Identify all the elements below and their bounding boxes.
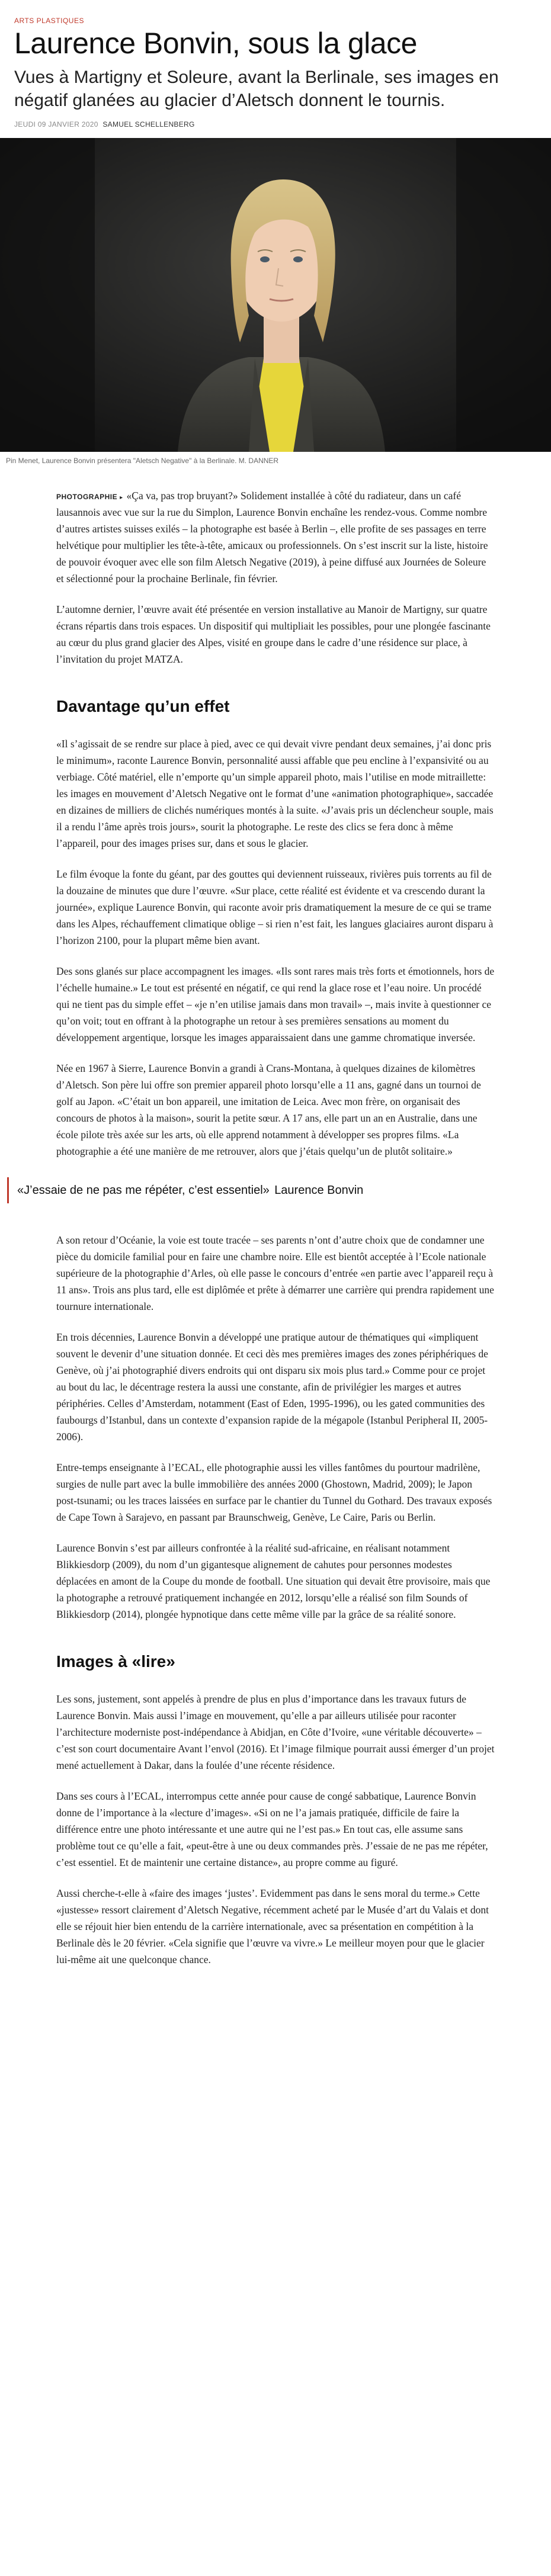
paragraph-12: Dans ses cours à l’ECAL, interrompus cette année pour cause de congé sabbatique, Laurence Bonvin donne de l’importance à la «lecture d’images». «Si on ne l’a jamais pratiquée, difficile de faire la différence entre une photo intéressante et une autre qui ne l’est pas.» En tout cas, elle assume sans problème tout ce qu’elle a fait, «peut-être à une ou deux commandes près. J’essaie de ne pas me répéter, c’est essentiel. Et de maintenir une certaine distance», au propre comme au figuré.	[56, 1790, 488, 1868]
pull-quote-text: «J’essaie de ne pas me répéter, c’est essentiel»	[17, 1183, 270, 1197]
rubric-label[interactable]: ARTS PLASTIQUES	[14, 17, 84, 25]
paragraph-2: L’automne dernier, l’œuvre avait été présentée en version installative au Manoir de Martigny, sur quatre écrans répartis dans trois espaces. Un dispositif qui multipliait les possibles, pour une plongée fascinante au cœur du plus grand glacier des Alpes, visité en groupe dans le cadre d’une résidence sur place, à l’invitation du projet MATZA.	[56, 603, 491, 665]
kicker-arrow-icon: ▸	[120, 494, 123, 501]
paragraph-8: En trois décennies, Laurence Bonvin a développé une pratique autour de thématiques qui «impliquent souvent le devenir d’une situation donnée. Et ceci dès mes premières images des zones périphériques de Genève, où j’ai photographié divers endroits qui ont disparu six mois plus tard.» Comme pour ce projet au bout du lac, le décentrage restera la aussi une constante, afin de privilégier les marges et autres périphéries. Celles d’Amsterdam, notamment (East of Eden, 1995-1996), ou les gated communities des faubourgs d’Istanbul, dans un contexte d’expansion rapide de la mégapole (Istanbul Peripheral II, 2005-2006).	[56, 1331, 488, 1443]
article-header	[0, 0, 551, 129]
byline	[14, 120, 537, 129]
pull-quote-author: Laurence Bonvin	[274, 1183, 364, 1197]
section-heading-1: Davantage qu’un effet	[56, 697, 230, 715]
author-name[interactable]: SAMUEL SCHELLENBERG	[102, 120, 195, 129]
paragraph-9: Entre-temps enseignante à l’ECAL, elle photographie aussi les villes fantômes du pourtour madrilène, surgies de nulle part avec la bulle immobilière des années 2000 (Ghostown, Madrid, 2009); le Japon post-tsunami; ou les traces laissées en surface par le chantier du Tunnel du Gothard. Des travaux exposés de Cape Town à Sarajevo, en passant par Braunschweig, Genève, Le Caire, Paris ou Berlin.	[56, 1461, 492, 1523]
article-lead: Vues à Martigny et Soleure, avant la Berlinale, ses images en négatif glanées au glacier d’Aletsch donnent le tournis.	[14, 68, 499, 110]
hero-photo	[0, 138, 551, 452]
paragraph-6: Née en 1967 à Sierre, Laurence Bonvin a grandi à Crans-Montana, à quelques dizaines de kilomètres d’Aletsch. Son père lui offre son premier appareil photo lorsqu’elle a 11 ans, gagné dans un tournoi de golf au Japon. «C’était un bon appareil, une imitation de Leica. Avec mon frère, on organisait des concours de photos à la maison», sourit la petite sœur. A 17 ans, elle part un an en Australie, dans une école pilote très axée sur les arts, où elle apprend notamment à développer ses propres films. «La photographie a été une manière de me retrouver, alors que j’étais quelqu’un de plutôt solitaire.»	[56, 1062, 481, 1157]
portrait-illustration	[0, 138, 551, 452]
paragraph-1-text: «Ça va, pas trop bruyant?» Solidement installée à côté du radiateur, dans un café lausannois avec vue sur la rue du Simplon, Laurence Bonvin enchaîne les rendez-vous. Comme nombre d’autres artistes suisses exilés – la photographe est basée à Berlin –, elle profite de ses passages en terre helvétique pour multiplier les tête-à-tête, amicaux ou professionnels. On s’est inscrit sur la liste, histoire de pouvoir évoquer avec elle son film Aletsch Negative (2019), à peine diffusé aux Journées de Soleure et sélectionné pour la prochaine Berlinale, fin février.	[56, 490, 488, 584]
paragraph-3: «Il s’agissait de se rendre sur place à pied, avec ce qui devait vivre pendant deux semaines, j’ai donc pris le minimum», raconte Laurence Bonvin, personnalité aussi affable que peu encline à l’expansivité ou au verbiage. Côté matériel, elle n’emporte qu’un simple appareil photo, mais l’utilise en mode mitraillette: les images en mouvement d’Aletsch Negative ont le format d’une «animation photographique», saccadée en dizaines de milliers de clichés numériques montés à la suite. «J’avais pris un déclencheur souple, mais il a rendu l’âme après trois jours», sourit la photographe. Le reste des clics se fera donc à même l’appareil, pour des images prises sur, dans et sous le glacier.	[56, 737, 494, 849]
paragraph-5: Des sons glanés sur place accompagnent les images. «Ils sont rares mais très forts et émotionnels, hors de l’échelle humaine.» Le tout est présenté en négatif, ce qui rend la glace rose et l’eau noire. Un procédé qui ne tient pas du simple effet – «je n’en utilise jamais dans mon travail» –, mais invite à questionner ce qu’on voit; tout en offrant à la photographe un retour à ses premières sensations au moment du développement argentique, lorsque les images apparaissaient dans une gamme chromatique inversée.	[56, 965, 495, 1043]
publish-date: JEUDI 09 JANVIER 2020	[14, 120, 98, 129]
paragraph-10: Laurence Bonvin s’est par ailleurs confrontée à la réalité sud-africaine, en réalisant notamment Blikkiesdorp (2009), du nom d’un gigantesque alignement de cahutes pour personnes modestes déplacées en amont de la Coupe du monde de football. Une situation qui devait être provisoire, mais que la photographe a retrouvé pratiquement inchangée en 2012, lorsqu’elle a réalisé son film Sounds of Blikkiesdorp (2014), plongée hypnotique dans cette même ville par la grâce de sa réalité sonore.	[56, 1541, 491, 1620]
paragraph-7: A son retour d’Océanie, la voie est toute tracée – ses parents n’ont d’autre choix que de condamner une pièce du domicile familial pour en faire une chambre noire. Elle est bientôt acceptée à l’Ecole nationale supérieure de la photographie d’Arles, où elle passe le concours d’entrée «en partie avec l’appareil reçu à 11 ans». Trois ans plus tard, elle est diplômée et prête à démarrer une carrière qui prendra rapidement une tournure internationale.	[56, 1234, 494, 1312]
article-body	[17, 487, 495, 1968]
section-heading-2: Images à «lire»	[56, 1652, 175, 1671]
photo-caption: Pin Menet, Laurence Bonvin présentera "Aletsch Negative" à la Berlinale. M. DANNER	[6, 457, 279, 465]
paragraph-4: Le film évoque la fonte du géant, par des gouttes qui deviennent ruisseaux, rivières puis torrents au fil de la douzaine de minutes que dure l’œuvre. «Sur place, cette réalité est évidente et va crescendo durant la journée», explique Laurence Bonvin, qui raconte avoir pris dramatiquement la mesure de ce qui se trame dans les Alpes, réchauffement climatique oblige – si rien n’est fait, les langues glaciaires auront disparu à l’horizon 2100, pour la plupart même bien avant.	[56, 868, 494, 946]
paragraph-13: Aussi cherche-t-elle à «faire des images ‘justes’. Evidemment pas dans le sens moral du terme.» Cette «justesse» ressort clairement d’Aletsch Negative, récemment acheté par le Musée d’art du Valais et dont elle se réjouit hier bien entendu de la carrière internationale, avec sa présentation en compétition à la Berlinale dès le 20 février. «Cela signifie que l’œuvre va vivre.» Le meilleur moyen pour que le glacier lui-même ait une quelconque chance.	[56, 1887, 489, 1965]
paragraph-1	[56, 487, 495, 587]
pull-quote	[7, 1177, 503, 1203]
article-title: Laurence Bonvin, sous la glace	[14, 27, 417, 60]
paragraph-11: Les sons, justement, sont appelés à prendre de plus en plus d’importance dans les travaux futurs de Laurence Bonvin. Mais aussi l’image en mouvement, qu’elle a par ailleurs utilisée pour raconter l’architecture moderniste post-indépendance à Abidjan, en Côte d’Ivoire, «une véritable découverte» – c’est son court documentaire Avant l’envol (2016). Et l’image filmique pourrait aussi émerger d’un projet mené actuellement à Dakar, dans la foulée d’une récente résidence.	[56, 1692, 495, 1771]
kicker-label: PHOTOGRAPHIE	[56, 493, 118, 501]
